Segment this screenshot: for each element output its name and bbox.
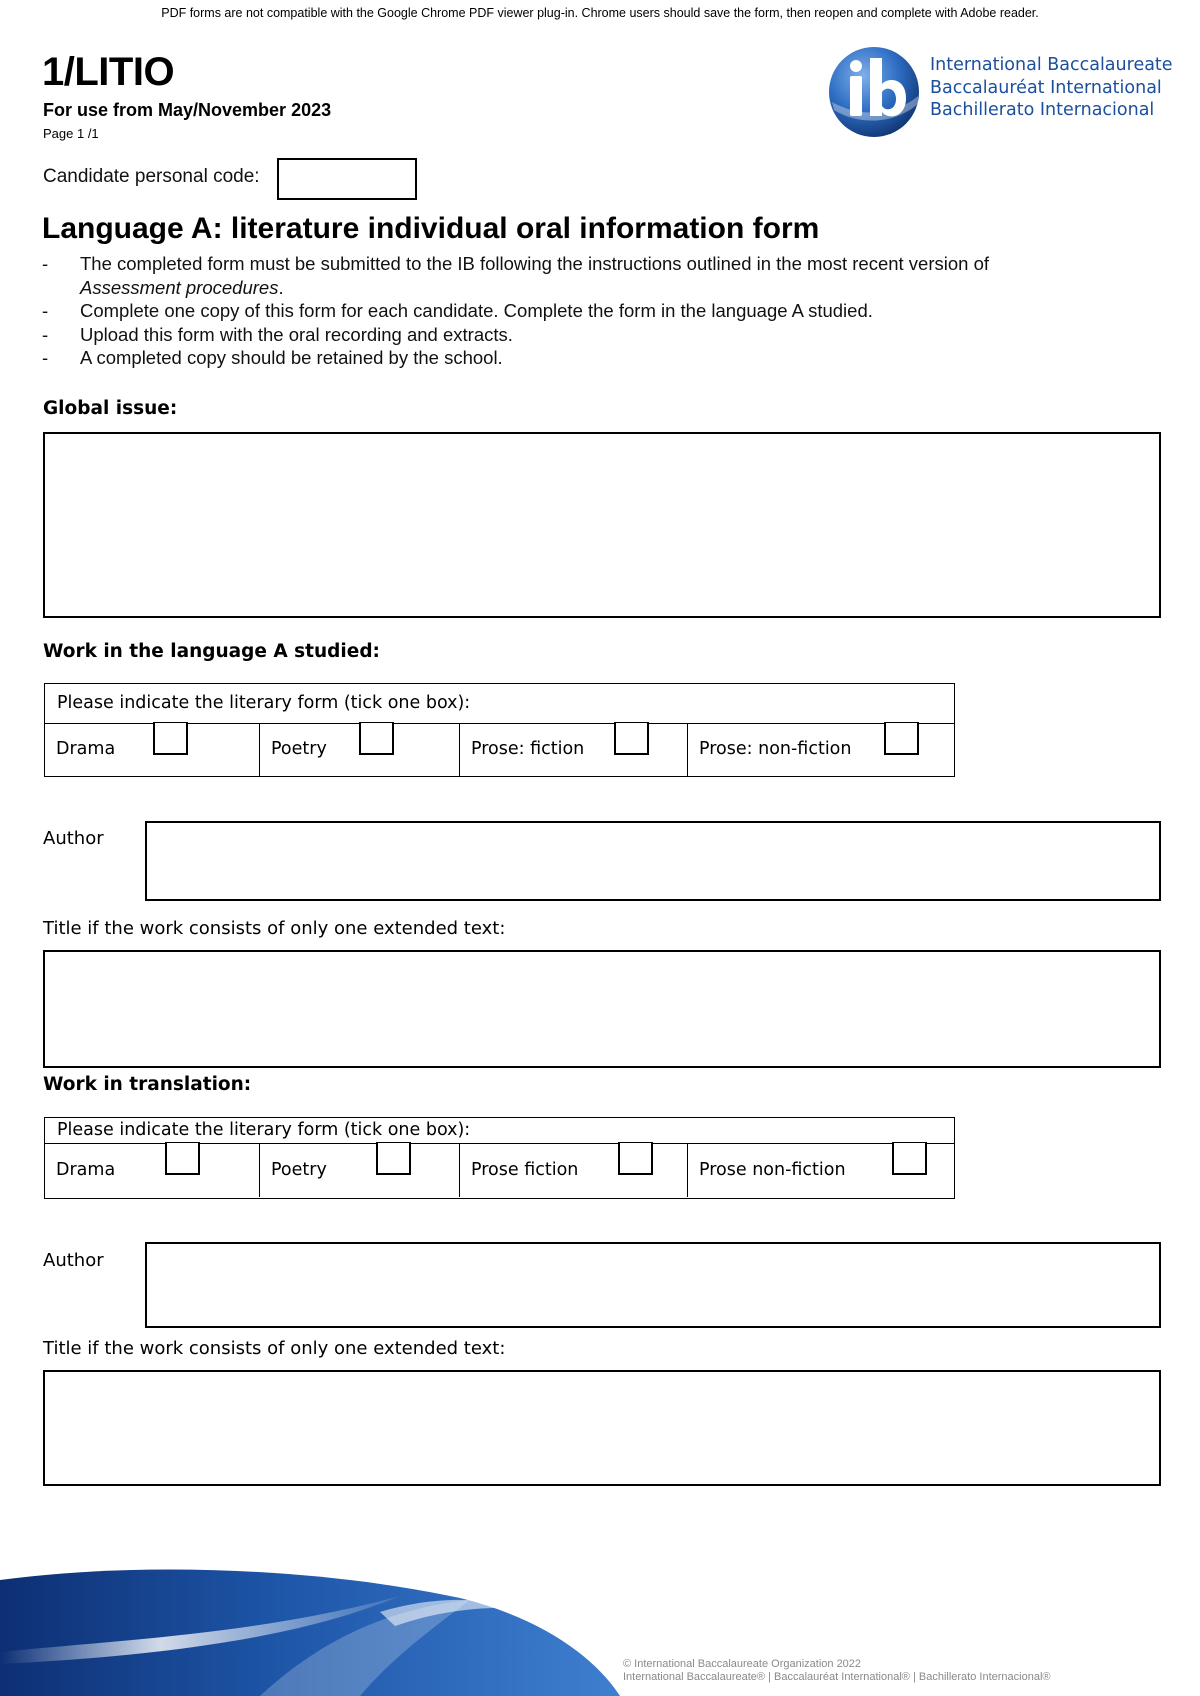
copyright-line: © International Baccalaureate Organization 2022 <box>623 1658 862 1670</box>
form-code: 1/LITIO <box>42 50 175 94</box>
candidate-code-field[interactable] <box>277 158 417 200</box>
title-field-translation[interactable] <box>43 1370 1161 1486</box>
ib-logo-icon <box>826 44 922 140</box>
logo-line-es: Bachillerato Internacional <box>930 100 1155 120</box>
global-issue-field[interactable] <box>43 432 1161 618</box>
author-label-translation: Author <box>43 1250 104 1271</box>
drama-checkbox[interactable] <box>153 722 188 755</box>
form-option-prose-fiction <box>459 1144 687 1197</box>
form-option-label: Prose fiction <box>471 1160 579 1180</box>
footer-copyright <box>623 1658 1051 1684</box>
literary-form-prompt: Please indicate the literary form (tick one box): <box>45 1118 954 1144</box>
instruction-emphasis: Assessment procedures <box>80 276 279 298</box>
literary-form-table-language-a <box>44 683 955 777</box>
prose-non-fiction-checkbox[interactable] <box>892 1142 927 1175</box>
title-label-translation: Title if the work consists of only one extended text: <box>43 1338 506 1359</box>
form-option-label: Poetry <box>271 1160 327 1180</box>
form-option-label: Drama <box>56 739 116 759</box>
form-option-prose-non-fiction <box>687 724 953 776</box>
poetry-checkbox[interactable] <box>376 1142 411 1175</box>
literary-form-options <box>45 1144 954 1197</box>
use-from-date: For use from May/November 2023 <box>43 100 332 120</box>
drama-checkbox[interactable] <box>165 1142 200 1175</box>
ib-logo <box>826 44 1173 142</box>
pdf-compatibility-notice: PDF forms are not compatible with the Google Chrome PDF viewer plug-in. Chrome users should save the form, then reopen and complete with Adobe reader. <box>161 6 1039 20</box>
instruction-item <box>42 252 1152 299</box>
form-option-drama <box>45 724 259 776</box>
prose-non-fiction-checkbox[interactable] <box>884 722 919 755</box>
author-field-translation[interactable] <box>145 1242 1161 1328</box>
form-option-drama <box>45 1144 259 1197</box>
literary-form-prompt: Please indicate the literary form (tick one box): <box>45 684 954 724</box>
prose-fiction-checkbox[interactable] <box>614 722 649 755</box>
work-translation-heading: Work in translation: <box>43 1074 252 1095</box>
ib-logo-wordmark <box>930 54 1173 122</box>
instruction-item: - Complete one copy of this form for each candidate. Complete the form in the language A studied. <box>42 299 1152 323</box>
author-field-language-a[interactable] <box>145 821 1161 901</box>
instruction-period: . <box>278 276 284 298</box>
title-field-language-a[interactable] <box>43 950 1161 1068</box>
form-title: Language A: literature individual oral information form <box>42 212 820 245</box>
poetry-checkbox[interactable] <box>359 722 394 755</box>
logo-line-fr: Baccalauréat International <box>930 77 1162 98</box>
title-label-language-a: Title if the work consists of only one extended text: <box>43 918 506 939</box>
trademark-line: International Baccalaureate® | Baccalauréat International® | Bachillerato Internacional® <box>623 1671 1051 1683</box>
work-language-a-heading: Work in the language A studied: <box>43 641 380 662</box>
form-option-label: Prose: fiction <box>471 739 585 759</box>
prose-fiction-checkbox[interactable] <box>618 1142 653 1175</box>
logo-line-en: International Baccalaureate <box>930 55 1173 75</box>
literary-form-options <box>45 724 954 776</box>
instructions-list <box>42 252 1152 370</box>
instruction-item: - A completed copy should be retained by the school. <box>42 346 1152 370</box>
form-option-label: Prose: non-fiction <box>699 739 852 759</box>
page-number: Page 1 /1 <box>43 126 99 141</box>
instruction-item: - Upload this form with the oral recording and extracts. <box>42 323 1152 347</box>
literary-form-table-translation <box>44 1117 955 1199</box>
author-label-language-a: Author <box>43 828 104 849</box>
instruction-text: The completed form must be submitted to the IB following the instructions outlined in the most recent version of <box>80 253 990 274</box>
form-option-poetry <box>259 724 459 776</box>
candidate-code-label: Candidate personal code: <box>43 166 260 187</box>
form-option-label: Drama <box>56 1160 116 1180</box>
form-option-prose-non-fiction <box>687 1144 953 1197</box>
global-issue-label: Global issue: <box>43 398 178 419</box>
form-option-prose-fiction <box>459 724 687 776</box>
form-option-label: Poetry <box>271 739 327 759</box>
form-option-label: Prose non-fiction <box>699 1160 846 1180</box>
form-option-poetry <box>259 1144 459 1197</box>
